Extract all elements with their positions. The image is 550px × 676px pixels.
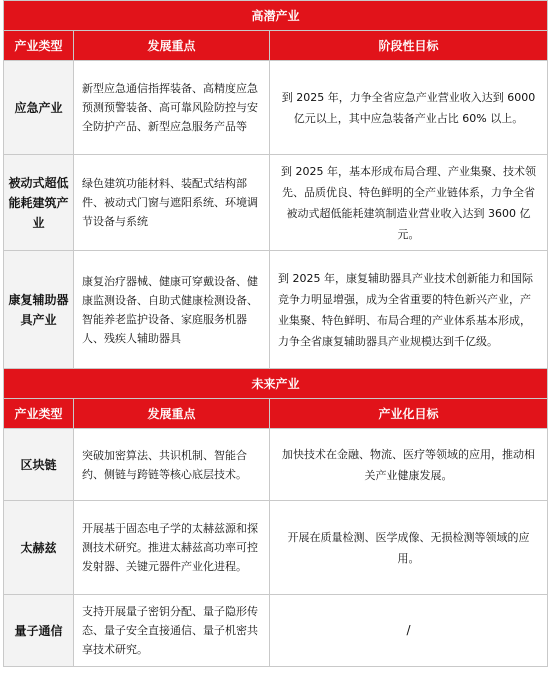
header-industry-type: 产业类型	[4, 31, 74, 61]
focus-cell: 支持开展量子密钥分配、量子隐形传态、量子安全直接通信、量子机密共享技术研究。	[74, 595, 270, 667]
header-goal: 阶段性目标	[270, 31, 548, 61]
header-industry-type: 产业类型	[4, 399, 74, 429]
industry-table	[3, 0, 548, 667]
table-row	[4, 429, 548, 501]
section-banner-future	[4, 369, 548, 399]
focus-cell: 开展基于固态电子学的太赫兹源和探测技术研究。推进太赫兹高功率可控发射器、关键元器件产业化进程。	[74, 501, 270, 595]
header-row	[4, 31, 548, 61]
header-focus: 发展重点	[74, 399, 270, 429]
focus-cell: 康复治疗器械、健康可穿戴设备、健康监测设备、自助式健康检测设备、智能养老监护设备、家庭服务机器人、残疾人辅助器具	[74, 251, 270, 369]
table-row	[4, 155, 548, 251]
industry-type-cell: 被动式超低能耗建筑产业	[4, 155, 74, 251]
focus-cell: 新型应急通信指挥装备、高精度应急预测预警装备、高可靠风险防控与安全防护产品、新型应急服务产品等	[74, 61, 270, 155]
industry-type-cell: 量子通信	[4, 595, 74, 667]
section-title: 高潜产业	[4, 1, 548, 31]
focus-cell: 绿色建筑功能材料、装配式结构部件、被动式门窗与遮阳系统、环境调节设备与系统	[74, 155, 270, 251]
table-row	[4, 61, 548, 155]
header-goal: 产业化目标	[270, 399, 548, 429]
industry-type-cell: 太赫兹	[4, 501, 74, 595]
goal-cell: 到 2025 年，基本形成布局合理、产业集聚、技术领先、品质优良、特色鲜明的全产业链体系，力争全省被动式超低能耗建筑制造业营业收入达到 3600 亿元。	[270, 155, 548, 251]
goal-cell: 到 2025 年，力争全省应急产业营业收入达到 6000 亿元以上，其中应急装备产业占比 60% 以上。	[270, 61, 548, 155]
table-row	[4, 501, 548, 595]
industry-type-cell: 应急产业	[4, 61, 74, 155]
industry-table-container	[3, 0, 547, 667]
goal-cell: 开展在质量检测、医学成像、无损检测等领域的应用。	[270, 501, 548, 595]
header-focus: 发展重点	[74, 31, 270, 61]
industry-type-cell: 康复辅助器具产业	[4, 251, 74, 369]
industry-type-cell: 区块链	[4, 429, 74, 501]
table-row	[4, 595, 548, 667]
goal-cell: /	[270, 595, 548, 667]
header-row	[4, 399, 548, 429]
goal-cell: 加快技术在金融、物流、医疗等领域的应用，推动相关产业健康发展。	[270, 429, 548, 501]
section-title: 未来产业	[4, 369, 548, 399]
table-row	[4, 251, 548, 369]
section-banner-high-potential	[4, 1, 548, 31]
focus-cell: 突破加密算法、共识机制、智能合约、侧链与跨链等核心底层技术。	[74, 429, 270, 501]
goal-cell: 到 2025 年，康复辅助器具产业技术创新能力和国际竞争力明显增强，成为全省重要的特色新兴产业，产业集聚、特色鲜明、布局合理的产业体系基本形成，力争全省康复辅助器具产业规模达到千亿级。	[270, 251, 548, 369]
